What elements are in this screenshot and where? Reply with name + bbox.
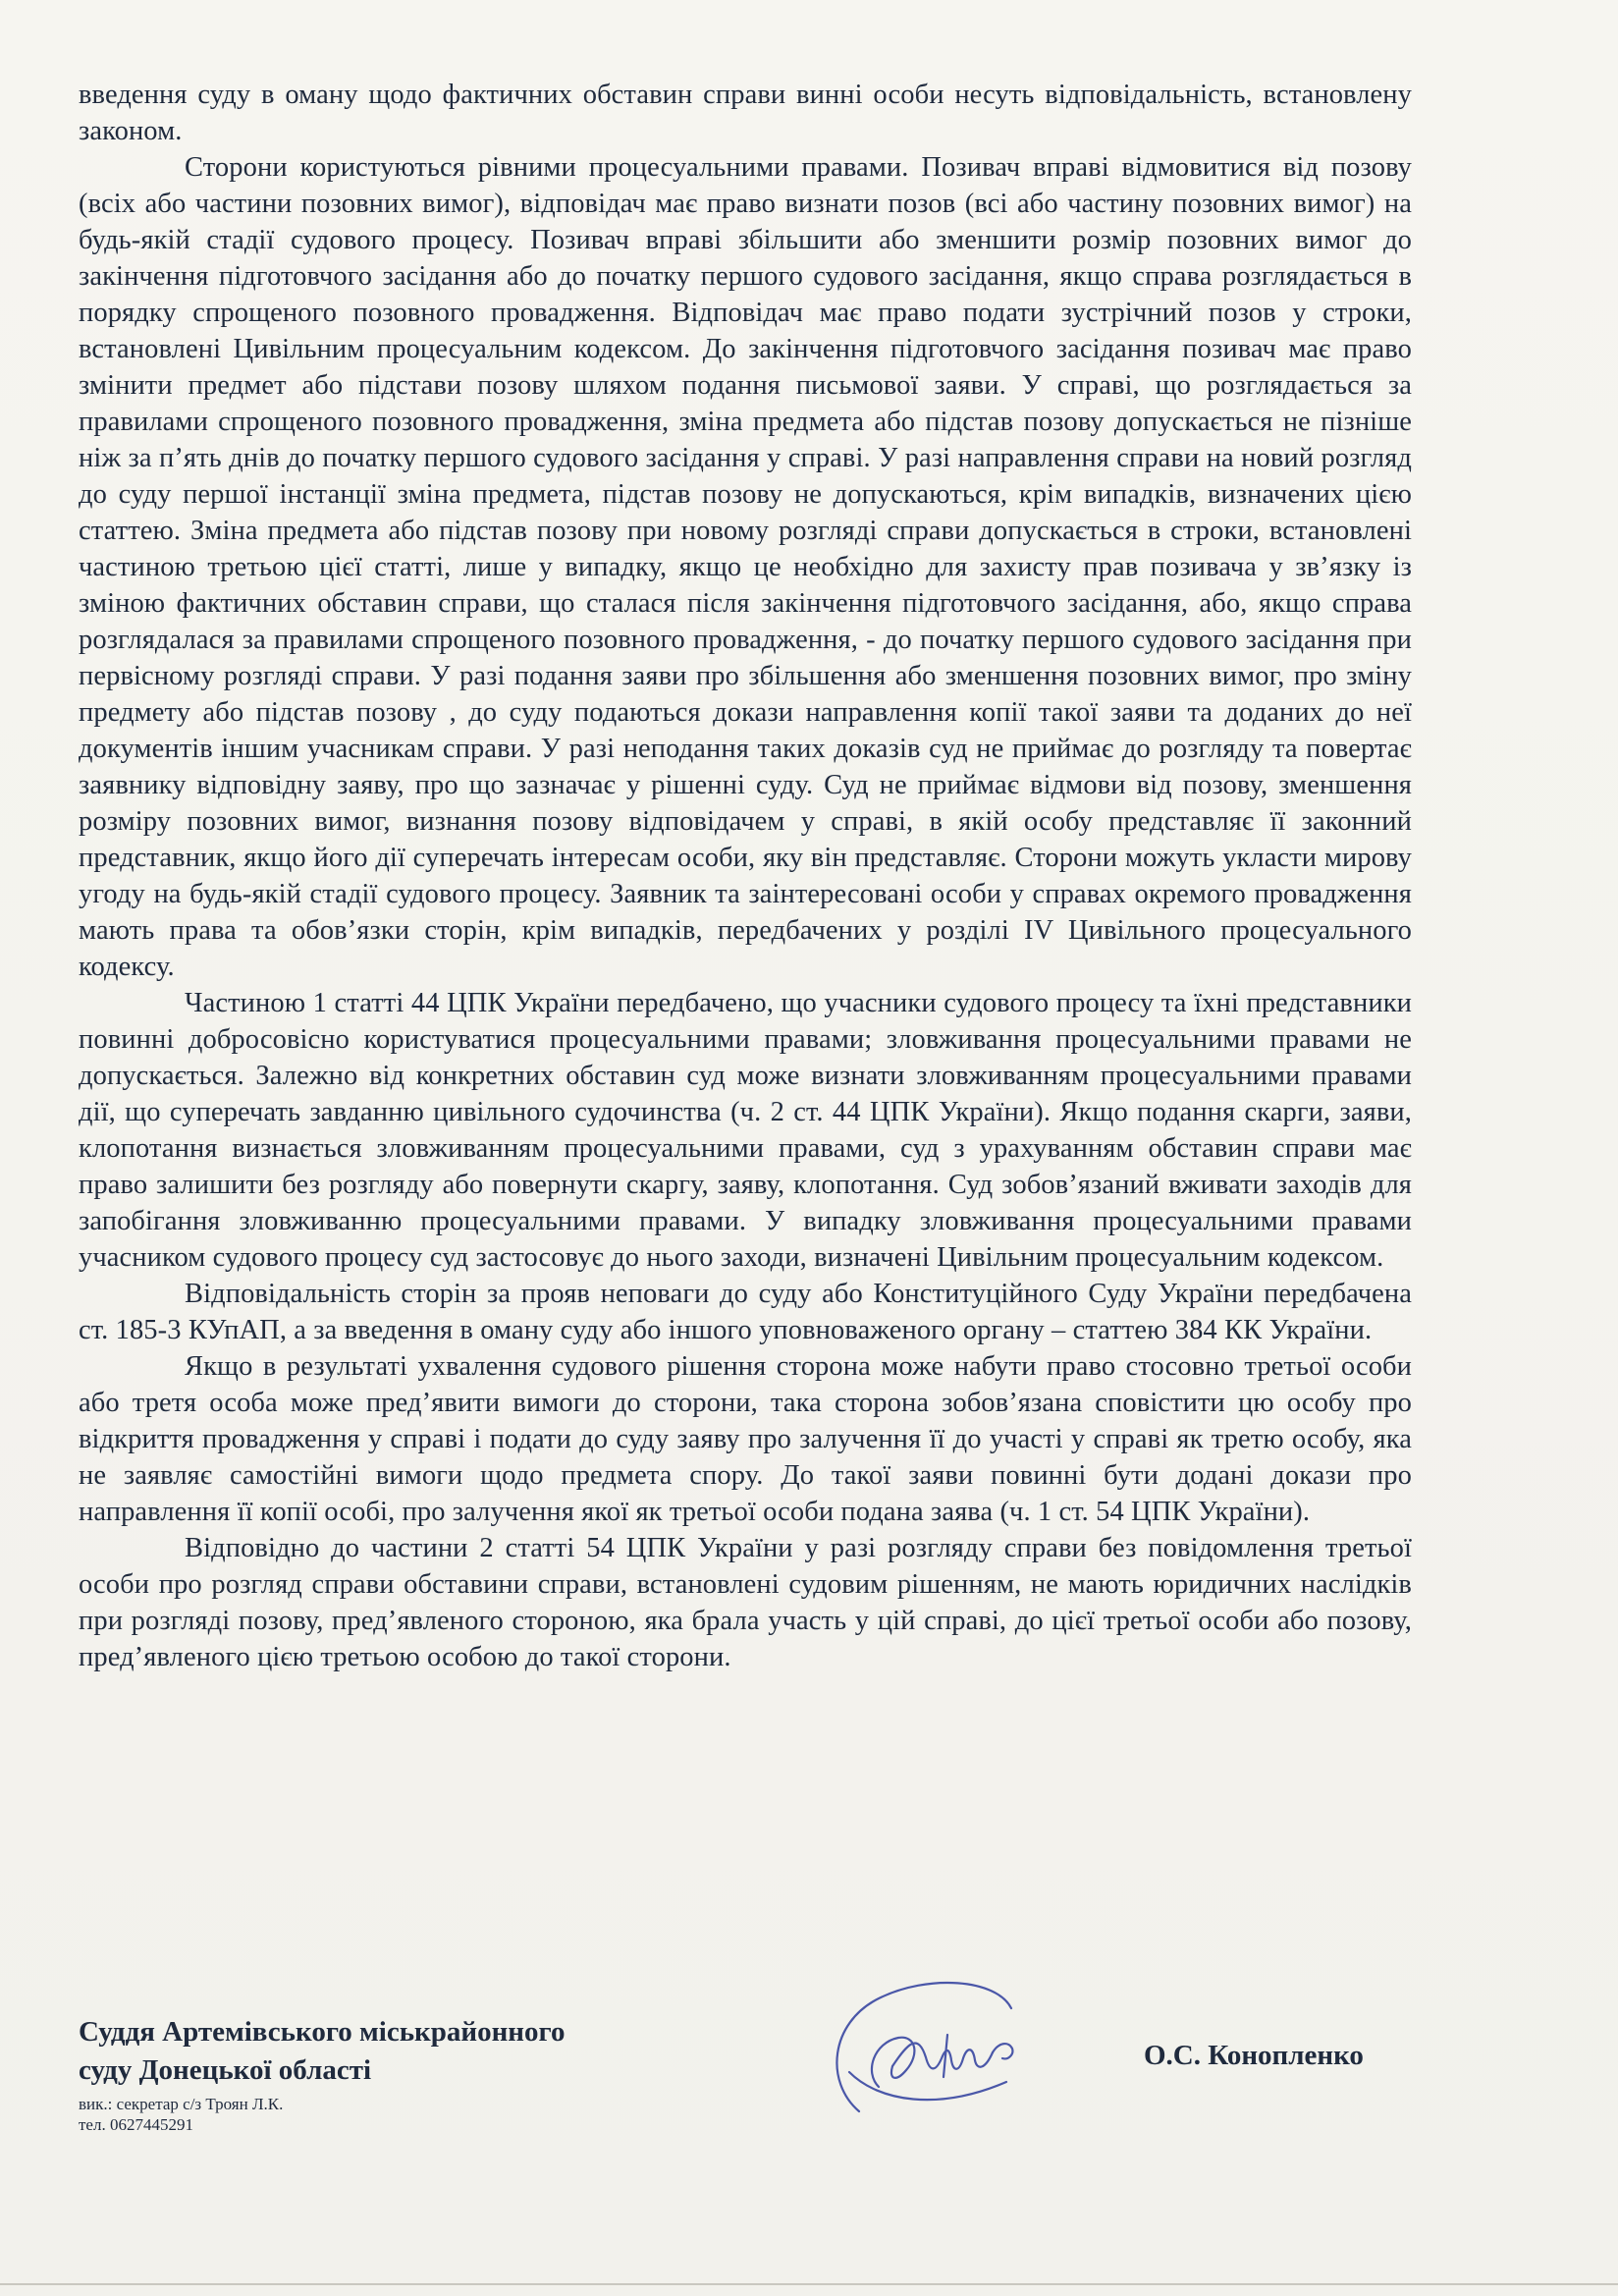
paragraph-2: Частиною 1 статті 44 ЦПК України передбачено, що учасники судового процесу та їхні представники повинні добросовісно користуватися процесуальними правами; зловживання процесуальними правами не допускається. Залежно від конкретних обставин суд може визнати зловживанням процесуальними правами дії, що суперечать завданню цивільного судочинства (ч. 2 ст. 44 ЦПК України). Якщо подання скарги, заяви, клопотання визнається зловживанням процесуальними правами, суд з урахуванням обставин справи має право залишити без розгляду або повернути скаргу, заяву, клопотання. Суд зобов’язаний вживати заходів для запобігання зловживанню процесуальними правами. У випадку зловживання процесуальними правами учасником судового процесу суд застосовує до нього заходи, визначені Цивільним процесуальним кодексом. bbox=[79, 988, 1412, 1273]
paragraph-4: Якщо в результаті ухвалення судового рішення сторона може набути право стосовно третьої особи або третя особа може пред’явити вимоги до сторони, така сторона зобов’язана сповістити цю особу про відкриття провадження у справі і подати до суду заяву про залучення її до участі у справі як третю особу, яка не заявляє самостійні вимоги щодо предмета спору. До такої заяви повинні бути додані докази про направлення її копії особі, про залучення якої як третьої особи подана заява (ч. 1 ст. 54 ЦПК України). bbox=[79, 1351, 1412, 1527]
judge-title-line-2: суду Донецької області bbox=[79, 2054, 372, 2086]
executor-line: вик.: секретар с/з Троян Л.К. bbox=[79, 2095, 284, 2113]
judge-block bbox=[79, 2013, 707, 2135]
paragraph-3: Відповідальність сторін за прояв неповаги до суду або Конституційного Суду України передбачена ст. 185-3 КУпАП, а за введення в оману суду або іншого уповноваженого органу – статтею 384 КК України. bbox=[79, 1279, 1412, 1345]
paragraph-5: Відповідно до частини 2 статті 54 ЦПК України у разі розгляду справи без повідомлення третьої особи про розгляд справи обставини справи, встановлені судовим рішенням, не мають юридичних наслідків при розгляді позову, пред’явленого стороною, яка брала участь у цій справі, до цієї третьої особи або позову, пред’явленого цією третьою особою до такої сторони. bbox=[79, 1533, 1412, 1672]
page-bottom-edge bbox=[0, 2283, 1618, 2285]
handwritten-signature bbox=[820, 1964, 1055, 2131]
judge-title-line-1: Суддя Артемівського міськрайонного bbox=[79, 2016, 566, 2048]
phone-line: тел. 0627445291 bbox=[79, 2115, 193, 2134]
signer-name: О.С. Конопленко bbox=[1144, 2040, 1364, 2071]
document-body bbox=[79, 77, 1412, 1675]
paragraph-0: введення суду в оману щодо фактичних обставин справи винні особи несуть відповідальність, встановлену законом. bbox=[79, 80, 1412, 146]
paragraph-1: Сторони користуються рівними процесуальними правами. Позивач вправі відмовитися від позову (всіх або частини позовних вимог), відповідач має право визнати позов (всі або частину позовних вимог) на будь-якій стадії судового процесу. Позивач вправі збільшити або зменшити розмір позовних вимог до закінчення підготовчого засідання або до початку першого судового засідання, якщо справа розглядається в порядку спрощеного позовного провадження. Відповідач має право подати зустрічний позов у строки, встановлені Цивільним процесуальним кодексом. До закінчення підготовчого засідання позивач має право змінити предмет або підстави позову шляхом подання письмової заяви. У справі, що розглядається за правилами спрощеного позовного провадження, зміна предмета або підстав позову допускається не пізніше ніж за п’ять днів до початку першого судового засідання у справі. У разі направлення справи на новий розгляд до суду першої інстанції зміна предмета, підстав позову не допускаються, крім випадків, визначених цією статтею. Зміна предмета або підстав позову при новому розгляді справи допускається в строки, встановлені частиною третьою цієї статті, лише у випадку, якщо це необхідно для захисту прав позивача у зв’язку із зміною фактичних обставин справи, що сталася після закінчення підготовчого засідання, або, якщо справа розглядалася за правилами спрощеного позовного провадження, - до початку першого судового засідання при первісному розгляді справи. У разі подання заяви про збільшення або зменшення позовних вимог, про зміну предмету або підстав позову , до суду подаються докази направлення копії такої заяви та доданих до неї документів іншим учасникам справи. У разі неподання таких доказів суд не приймає до розгляду та повертає заявнику відповідну заяву, про що зазначає у рішенні суду. Суд не приймає відмови від позову, зменшення розміру позовних вимог, визнання позову відповідачем у справі, в якій особу представляє її законний представник, якщо його дії суперечать інтересам особи, яку він представляє. Сторони можуть укласти мирову угоду на будь-якій стадії судового процесу. Заявник та заінтересовані особи у справах окремого провадження мають права та обов’язки сторін, крім випадків, передбачених у розділі IV Цивільного процесуального кодексу. bbox=[79, 152, 1412, 982]
